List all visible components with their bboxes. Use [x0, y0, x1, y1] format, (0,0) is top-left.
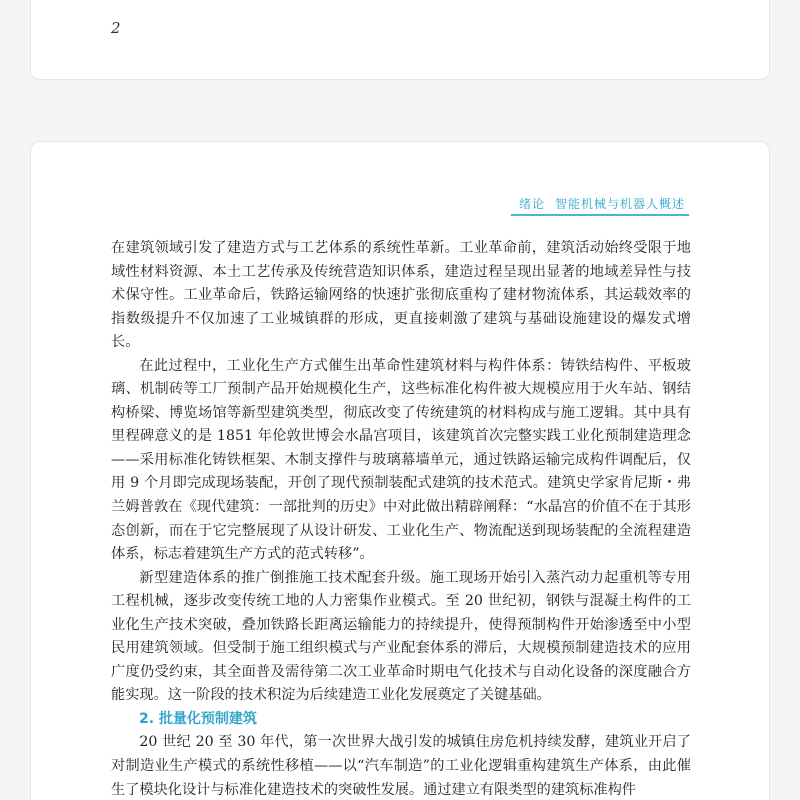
running-header-chapter: 绪论 [518, 197, 545, 211]
paragraph: 在建筑领域引发了建造方式与工艺体系的系统性革新。工业革命前，建筑活动始终受限于地域性材料资源、本土工艺传承及传统营造知识体系，建造过程呈现出显著的地域差异性与技术保守性。工业革命后，铁路运输网络的快速扩张彻底重构了建材物流体系，其运载效率的指数级提升不仅加速了工业城镇群的形成，更直接刺激了建筑与基础设施建设的爆发式增长。 [111, 240, 691, 351]
running-header-title: 智能机械与机器人概述 [554, 197, 685, 211]
paragraph: 在此过程中，工业化生产方式催生出革命性建筑材料与构件体系：铸铁结构件、平板玻璃、机制砖等工厂预制产品开始规模化生产，这些标准化构件被大规模应用于火车站、钢结构桥梁、博览场馆等新型建筑类型，彻底改变了传统建筑的材料构成与施工逻辑。其中具有里程碑意义的是 1851 年伦敦世博会水晶宫项目，该建筑首次完整实践工业化预制建造理念——采用标准化铸铁框架、木制支撑件与玻璃幕墙单元，通过铁路运输完成构件调配后，仅用 9 个月即完成现场装配，开创了现代预制装配式建筑的技术范式。建筑史学家肯尼斯・弗兰姆普敦在《现代建筑：一部批判的历史》中对此做出精辟阐释：“水晶宫的价值不在于其形态创新，而在于它完整展现了从设计研发、工业化生产、物流配送到现场装配的全流程建造体系，标志着建筑生产方式的范式转移”。 [111, 357, 691, 563]
body-text [111, 237, 691, 800]
paragraph: 20 世纪 20 至 30 年代，第一次世界大战引发的城镇住房危机持续发酵，建筑业开启了对制造业生产模式的系统性移植——以“汽车制造”的工业化逻辑重构建筑生产体系，由此催生了模块化设计与标准化建造技术的突破性发展。通过建立有限类型的建筑标准构件 [111, 734, 691, 798]
previous-page-card [30, 0, 770, 80]
section-heading: 2. 批量化预制建筑 [139, 710, 257, 727]
running-header [511, 195, 689, 216]
current-page-card [30, 141, 770, 800]
page-number: 2 [111, 19, 121, 37]
paragraph: 新型建造体系的推广倒推施工技术配套升级。施工现场开始引入蒸汽动力起重机等专用工程机械，逐步改变传统工地的人力密集作业模式。至 20 世纪初，钢铁与混凝土构件的工业化生产技术突破，叠加铁路长距离运输能力的持续提升，使得预制构件开始渗透至中小型民用建筑领域。但受制于施工组织模式与产业配套体系的滞后，大规模预制建造技术的应用广度仍受约束，其全面普及需待第二次工业革命时期电气化技术与自动化设备的深度融合方能实现。这一阶段的技术积淀为后续建造工业化发展奠定了关键基础。 [111, 569, 691, 704]
